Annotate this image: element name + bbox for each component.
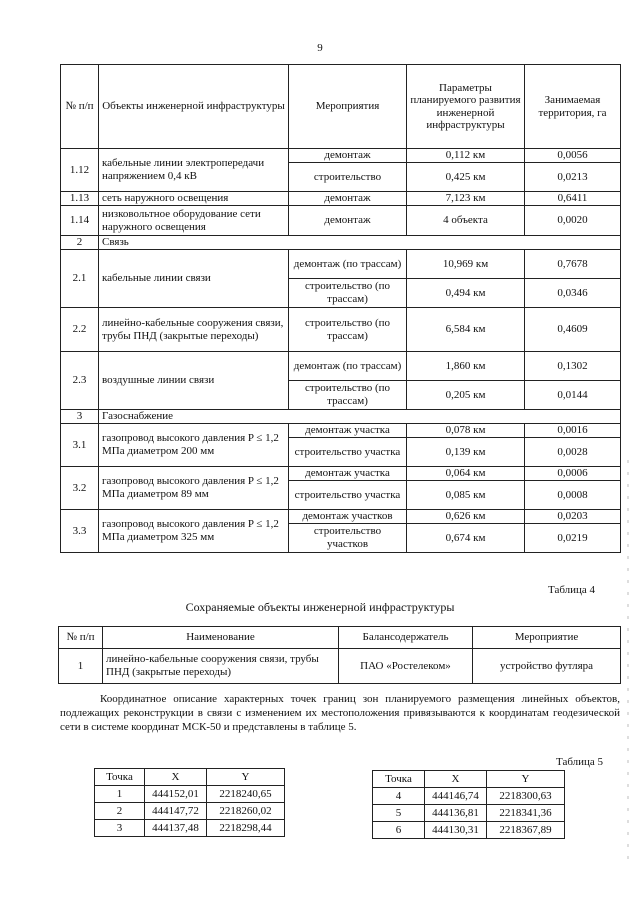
- row-object: газопровод высокого давления P ≤ 1,2 МПа диаметром 325 мм: [99, 510, 289, 553]
- row-param: 1,860 км: [407, 352, 525, 381]
- table-row: [61, 424, 621, 438]
- table5-header-y: Y: [207, 769, 285, 786]
- row-area: 0,0008: [525, 481, 621, 510]
- table4: [58, 626, 621, 684]
- row-area: 0,1302: [525, 352, 621, 381]
- table5-right: [372, 770, 565, 839]
- row-object: линейно-кабельные сооружения связи, трубы ПНД (закрытые переходы): [99, 308, 289, 352]
- table5-y: 2218300,63: [487, 788, 565, 805]
- row-param: 10,969 км: [407, 250, 525, 279]
- infrastructure-table: [60, 64, 621, 553]
- table-row: [61, 510, 621, 524]
- table5-row: [95, 820, 285, 837]
- table5-point: 4: [373, 788, 425, 805]
- table5-y: 2218341,36: [487, 805, 565, 822]
- page-number: 9: [317, 42, 323, 54]
- table-row: [61, 352, 621, 381]
- table5-y: 2218260,02: [207, 803, 285, 820]
- table4-owner: ПАО «Ростелеком»: [339, 649, 473, 684]
- row-action: строительство (по трассам): [289, 381, 407, 410]
- row-param: 0,205 км: [407, 381, 525, 410]
- table5-header-row: [95, 769, 285, 786]
- row-area: 0,0016: [525, 424, 621, 438]
- coordinates-paragraph: [60, 692, 620, 734]
- section-row: [61, 410, 621, 424]
- paragraph-text: Координатное описание характерных точек границ зон планируемого размещения линейных объектов, подлежащих реконструкции в связи с изменением их местоположения привязываются к координатам геодезической сети в системе координат МСК-50 и представлены в таблице 5.: [60, 693, 620, 733]
- row-action: демонтаж (по трассам): [289, 352, 407, 381]
- table4-action: устройство футляра: [473, 649, 621, 684]
- header-num: № п/п: [61, 65, 99, 149]
- row-param: 0,085 км: [407, 481, 525, 510]
- row-area: 0,0219: [525, 524, 621, 553]
- row-area: 0,0028: [525, 438, 621, 467]
- row-action: строительство участка: [289, 438, 407, 467]
- table5-row: [373, 805, 565, 822]
- table5-x: 444146,74: [425, 788, 487, 805]
- row-action: демонтаж участка: [289, 467, 407, 481]
- row-param: 6,584 км: [407, 308, 525, 352]
- table4-header-owner: Балансодержатель: [339, 627, 473, 649]
- row-object: воздушные линии связи: [99, 352, 289, 410]
- row-num: 2.1: [61, 250, 99, 308]
- row-action: строительство (по трассам): [289, 279, 407, 308]
- table5-x: 444130,31: [425, 822, 487, 839]
- table-row: [61, 149, 621, 163]
- row-param: 0,626 км: [407, 510, 525, 524]
- row-param: 7,123 км: [407, 192, 525, 206]
- table5-x: 444147,72: [145, 803, 207, 820]
- row-num: 2.3: [61, 352, 99, 410]
- row-param: 4 объекта: [407, 206, 525, 236]
- table4-header-row: [59, 627, 621, 649]
- header-object: Объекты инженерной инфраструктуры: [99, 65, 289, 149]
- table5-row: [373, 822, 565, 839]
- table-header-row: [61, 65, 621, 149]
- row-param: 0,078 км: [407, 424, 525, 438]
- row-action: строительство (по трассам): [289, 308, 407, 352]
- row-param: 0,674 км: [407, 524, 525, 553]
- table4-label: Таблица 4: [548, 584, 596, 596]
- header-params: Параметры планируемого развития инженерной инфраструктуры: [407, 65, 525, 149]
- row-param: 0,064 км: [407, 467, 525, 481]
- header-action: Мероприятия: [289, 65, 407, 149]
- row-num: 1.13: [61, 192, 99, 206]
- table4-caption: Сохраняемые объекты инженерной инфраструктуры: [185, 600, 455, 614]
- table5-point: 3: [95, 820, 145, 837]
- section-num: 2: [61, 236, 99, 250]
- row-area: 0,6411: [525, 192, 621, 206]
- row-num: 3.1: [61, 424, 99, 467]
- row-area: 0,4609: [525, 308, 621, 352]
- row-num: 1.12: [61, 149, 99, 192]
- table5-header-point: Точка: [373, 771, 425, 788]
- table5-label: Таблица 5: [556, 756, 604, 768]
- table5-row: [95, 803, 285, 820]
- row-action: строительство участков: [289, 524, 407, 553]
- row-param: 0,425 км: [407, 163, 525, 192]
- row-object: кабельные линии связи: [99, 250, 289, 308]
- table4-name: линейно-кабельные сооружения связи, трубы ПНД (закрытые переходы): [103, 649, 339, 684]
- row-object: кабельные линии электропередачи напряжением 0,4 кВ: [99, 149, 289, 192]
- row-area: 0,0056: [525, 149, 621, 163]
- row-action: демонтаж участка: [289, 424, 407, 438]
- row-action: демонтаж (по трассам): [289, 250, 407, 279]
- table5-point: 2: [95, 803, 145, 820]
- table5-y: 2218298,44: [207, 820, 285, 837]
- row-area: 0,7678: [525, 250, 621, 279]
- row-area: 0,0213: [525, 163, 621, 192]
- table5-left: [94, 768, 285, 837]
- row-param: 0,494 км: [407, 279, 525, 308]
- table-row: [61, 467, 621, 481]
- row-area: 0,0144: [525, 381, 621, 410]
- row-action: строительство: [289, 163, 407, 192]
- row-area: 0,0020: [525, 206, 621, 236]
- table5-point: 6: [373, 822, 425, 839]
- row-action: демонтаж: [289, 149, 407, 163]
- row-object: сеть наружного освещения: [99, 192, 289, 206]
- row-num: 1.14: [61, 206, 99, 236]
- section-title: Связь: [99, 236, 621, 250]
- table5-row: [95, 786, 285, 803]
- row-object: низковольтное оборудование сети наружного освещения: [99, 206, 289, 236]
- table4-row: [59, 649, 621, 684]
- table5-header-x: X: [425, 771, 487, 788]
- table5-header-x: X: [145, 769, 207, 786]
- section-num: 3: [61, 410, 99, 424]
- row-action: демонтаж: [289, 192, 407, 206]
- row-action: строительство участка: [289, 481, 407, 510]
- table4-num: 1: [59, 649, 103, 684]
- table5-point: 1: [95, 786, 145, 803]
- row-num: 3.3: [61, 510, 99, 553]
- table-row: [61, 192, 621, 206]
- table5-header-point: Точка: [95, 769, 145, 786]
- table5-point: 5: [373, 805, 425, 822]
- row-param: 0,139 км: [407, 438, 525, 467]
- row-area: 0,0346: [525, 279, 621, 308]
- row-num: 3.2: [61, 467, 99, 510]
- table4-header-action: Мероприятие: [473, 627, 621, 649]
- row-action: демонтаж участков: [289, 510, 407, 524]
- table5-header-row: [373, 771, 565, 788]
- table-row: [61, 250, 621, 279]
- section-title: Газоснабжение: [99, 410, 621, 424]
- section-row: [61, 236, 621, 250]
- table5-y: 2218367,89: [487, 822, 565, 839]
- row-object: газопровод высокого давления P ≤ 1,2 МПа диаметром 89 мм: [99, 467, 289, 510]
- table5-x: 444136,81: [425, 805, 487, 822]
- table5-row: [373, 788, 565, 805]
- header-area: Занимаемая территория, га: [525, 65, 621, 149]
- row-area: 0,0006: [525, 467, 621, 481]
- table5-x: 444152,01: [145, 786, 207, 803]
- scan-margin-mark: [626, 460, 630, 860]
- row-area: 0,0203: [525, 510, 621, 524]
- row-action: демонтаж: [289, 206, 407, 236]
- table5-y: 2218240,65: [207, 786, 285, 803]
- row-num: 2.2: [61, 308, 99, 352]
- table-row: [61, 206, 621, 236]
- table4-header-num: № п/п: [59, 627, 103, 649]
- row-param: 0,112 км: [407, 149, 525, 163]
- row-object: газопровод высокого давления P ≤ 1,2 МПа диаметром 200 мм: [99, 424, 289, 467]
- table-row: [61, 308, 621, 352]
- table5-header-y: Y: [487, 771, 565, 788]
- table5-x: 444137,48: [145, 820, 207, 837]
- table4-header-name: Наименование: [103, 627, 339, 649]
